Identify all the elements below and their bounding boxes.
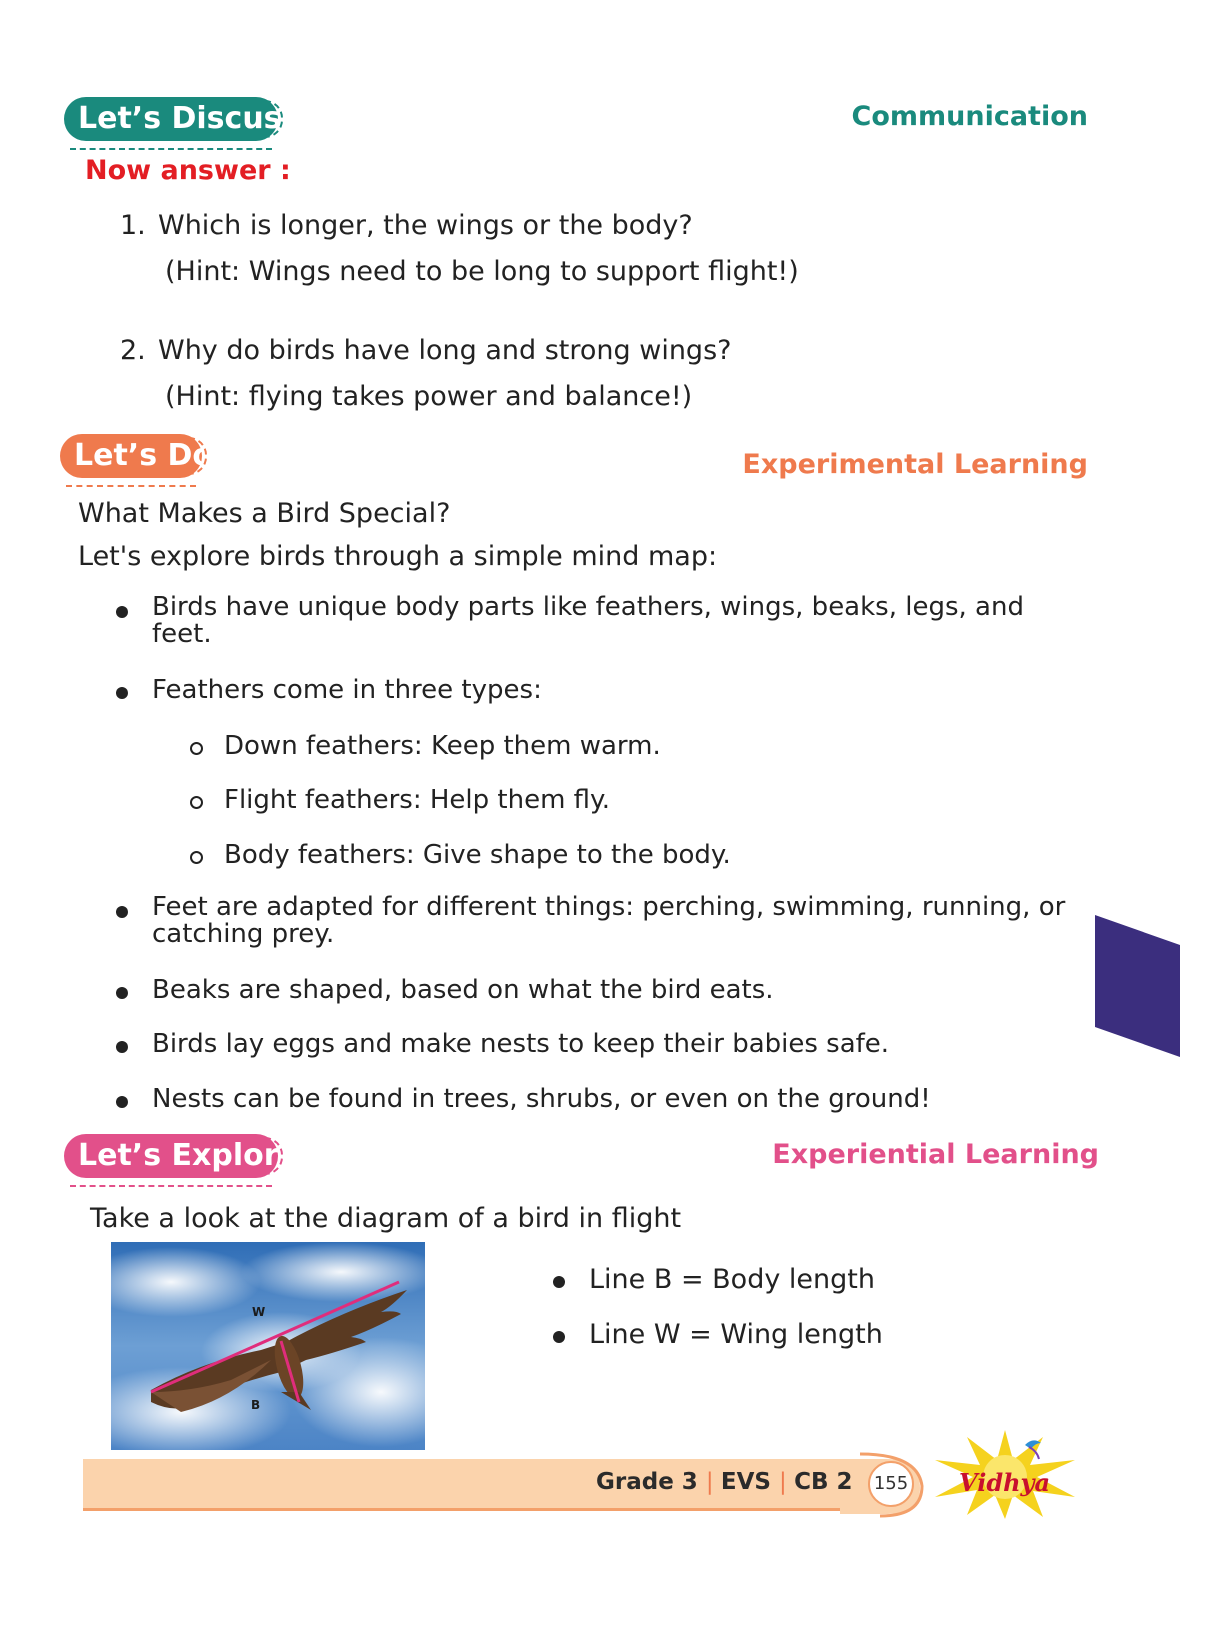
badge-dashed-underline (70, 148, 272, 150)
list-item: Birds lay eggs and make nests to keep their babies safe. (152, 1029, 890, 1059)
lets-discuss-label: Let’s Discuss (78, 101, 300, 136)
sub-list-item: Flight feathers: Help them fly. (224, 785, 610, 815)
legend-wing-length: Line W = Wing length (589, 1319, 883, 1350)
lets-explore-label: Let’s Explore (78, 1138, 299, 1173)
body-label: B (251, 1398, 261, 1412)
sub-list-item: Body feathers: Give shape to the body. (224, 840, 731, 870)
experimental-learning-tag: Experimental Learning (742, 449, 1088, 480)
communication-tag: Communication (851, 101, 1088, 132)
question-1-number: 1. (120, 210, 146, 241)
footer-divider: | (705, 1469, 721, 1495)
bird-flight-diagram (111, 1242, 425, 1450)
list-item: Beaks are shaped, based on what the bird eats. (152, 975, 774, 1005)
list-item: Feet are adapted for different things: perching, swimming, running, or catching prey. (152, 894, 1082, 948)
footer-book: CB 2 (794, 1469, 853, 1495)
list-item: Feathers come in three types: (152, 675, 542, 705)
side-tab-decoration (1095, 915, 1185, 1057)
footer-divider: | (779, 1469, 795, 1495)
experiential-learning-tag: Experiential Learning (772, 1139, 1099, 1170)
question-1-hint: (Hint: Wings need to be long to support flight!) (165, 256, 799, 287)
explore-intro: Take a look at the diagram of a bird in flight (90, 1203, 682, 1234)
badge-dashed-underline (66, 485, 196, 487)
lets-discuss-badge (64, 97, 300, 141)
wing-label: W (252, 1305, 266, 1319)
logo-text: Vidhya (959, 1468, 1051, 1497)
vidhya-logo (925, 1425, 1085, 1520)
list-item: Nests can be found in trees, shrubs, or even on the ground! (152, 1084, 931, 1114)
do-title: What Makes a Bird Special? (78, 498, 451, 529)
page-number: 155 (873, 1473, 909, 1494)
question-2-number: 2. (120, 335, 146, 366)
list-item: Birds have unique body parts like feathers, wings, beaks, legs, and feet. (152, 594, 1072, 648)
question-2-hint: (Hint: flying takes power and balance!) (165, 381, 693, 412)
now-answer-prompt: Now answer : (85, 155, 291, 186)
lets-do-label: Let’s Do (74, 438, 214, 473)
do-intro: Let's explore birds through a simple mind map: (78, 541, 718, 572)
legend-body-length: Line B = Body length (589, 1264, 875, 1295)
footer-subject: EVS (720, 1469, 771, 1495)
footer-info (596, 1469, 852, 1495)
lets-do-badge (60, 434, 214, 478)
footer-grade: Grade 3 (596, 1469, 698, 1495)
question-2-text: Why do birds have long and strong wings? (158, 335, 732, 366)
lets-explore-badge (64, 1134, 299, 1178)
question-1-text: Which is longer, the wings or the body? (158, 210, 693, 241)
sub-list-item: Down feathers: Keep them warm. (224, 731, 661, 761)
page-number-circle (868, 1461, 914, 1507)
badge-dashed-underline (70, 1185, 272, 1187)
